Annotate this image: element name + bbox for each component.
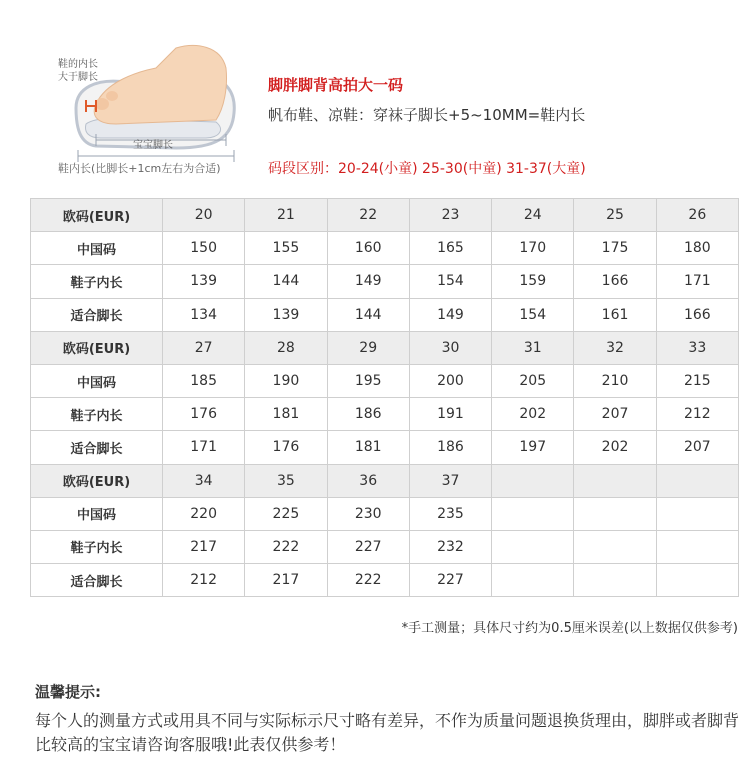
size-cell <box>656 497 738 530</box>
size-cell: 150 <box>163 232 245 265</box>
size-cell: 185 <box>163 364 245 397</box>
size-range-text: 码段区别：20-24(小童) 25-30(中童) 31-37(大童) <box>268 161 586 177</box>
size-cell: 175 <box>574 232 656 265</box>
shoe-inner-length-row <box>31 265 739 298</box>
size-cell: 230 <box>327 497 409 530</box>
size-guide-header <box>0 0 750 200</box>
size-cell <box>492 564 574 597</box>
size-cell: 160 <box>327 232 409 265</box>
size-cell: 215 <box>656 364 738 397</box>
sandal-rule-text: 帆布鞋、凉鞋：穿袜子脚长+5~10MM=鞋内长 <box>268 106 586 124</box>
size-cell <box>492 497 574 530</box>
cn-size-row <box>31 497 739 530</box>
fit-foot-length-row <box>31 431 739 464</box>
row-label: 鞋子内长 <box>31 530 163 563</box>
size-cell: 176 <box>245 431 327 464</box>
size-cell: 28 <box>245 331 327 364</box>
measurement-note: *手工测量；具体尺寸约为0.5厘米误差(以上数据仅供参考) <box>401 621 738 636</box>
tips-body: 每个人的测量方式或用具不同与实际标示尺寸略有差异，不作为质量问题退换货理由，脚胖或者脚背比较高的宝宝请咨询客服哦!此表仅供参考！ <box>35 711 740 754</box>
row-label: 中国码 <box>31 232 163 265</box>
size-cell: 154 <box>409 265 491 298</box>
size-cell: 195 <box>327 364 409 397</box>
size-cell: 227 <box>327 530 409 563</box>
size-cell: 186 <box>327 398 409 431</box>
size-cell: 25 <box>574 199 656 232</box>
size-cell <box>492 464 574 497</box>
row-label: 适合脚长 <box>31 564 163 597</box>
size-cell: 29 <box>327 331 409 364</box>
size-cell: 181 <box>245 398 327 431</box>
size-cell: 227 <box>409 564 491 597</box>
size-cell: 186 <box>409 431 491 464</box>
row-label: 欧码(EUR) <box>31 199 163 232</box>
eur-row <box>31 464 739 497</box>
inner-length-caption: 鞋内长(比脚长+1cm左右为合适) <box>58 162 221 175</box>
size-cell <box>656 530 738 563</box>
row-label: 适合脚长 <box>31 431 163 464</box>
size-cell: 176 <box>163 398 245 431</box>
size-cell: 23 <box>409 199 491 232</box>
size-table <box>30 198 739 597</box>
size-cell: 207 <box>656 431 738 464</box>
size-cell: 212 <box>656 398 738 431</box>
size-cell: 22 <box>327 199 409 232</box>
size-cell: 144 <box>327 298 409 331</box>
size-cell: 171 <box>656 265 738 298</box>
size-cell: 191 <box>409 398 491 431</box>
row-label: 欧码(EUR) <box>31 464 163 497</box>
size-cell: 27 <box>163 331 245 364</box>
size-cell: 200 <box>409 364 491 397</box>
size-cell: 207 <box>574 398 656 431</box>
size-cell: 222 <box>327 564 409 597</box>
inner-length-label: 鞋的内长 大于脚长 <box>58 59 98 83</box>
size-cell: 155 <box>245 232 327 265</box>
size-cell: 235 <box>409 497 491 530</box>
size-cell: 217 <box>245 564 327 597</box>
size-cell: 181 <box>327 431 409 464</box>
row-label: 中国码 <box>31 497 163 530</box>
size-cell: 139 <box>245 298 327 331</box>
row-label: 中国码 <box>31 364 163 397</box>
size-cell: 225 <box>245 497 327 530</box>
size-cell <box>492 530 574 563</box>
size-cell: 205 <box>492 364 574 397</box>
row-label: 鞋子内长 <box>31 265 163 298</box>
size-cell: 35 <box>245 464 327 497</box>
size-cell <box>656 564 738 597</box>
size-cell: 166 <box>574 265 656 298</box>
size-cell: 149 <box>409 298 491 331</box>
size-cell: 202 <box>492 398 574 431</box>
size-cell: 170 <box>492 232 574 265</box>
size-cell: 165 <box>409 232 491 265</box>
size-cell: 212 <box>163 564 245 597</box>
size-cell: 222 <box>245 530 327 563</box>
shoe-inner-length-row <box>31 530 739 563</box>
size-cell: 34 <box>163 464 245 497</box>
size-cell: 180 <box>656 232 738 265</box>
size-cell: 232 <box>409 530 491 563</box>
size-cell: 134 <box>163 298 245 331</box>
size-cell: 32 <box>574 331 656 364</box>
size-cell: 20 <box>163 199 245 232</box>
size-cell <box>656 464 738 497</box>
cn-size-row <box>31 364 739 397</box>
size-cell: 217 <box>163 530 245 563</box>
size-cell: 210 <box>574 364 656 397</box>
size-cell: 37 <box>409 464 491 497</box>
size-cell: 197 <box>492 431 574 464</box>
size-cell: 31 <box>492 331 574 364</box>
row-label: 适合脚长 <box>31 298 163 331</box>
size-cell: 190 <box>245 364 327 397</box>
tips-title: 温馨提示: <box>35 683 101 701</box>
row-label: 鞋子内长 <box>31 398 163 431</box>
size-cell: 21 <box>245 199 327 232</box>
fit-foot-length-row <box>31 298 739 331</box>
size-cell <box>574 530 656 563</box>
size-cell: 24 <box>492 199 574 232</box>
size-cell: 139 <box>163 265 245 298</box>
eur-row <box>31 199 739 232</box>
fit-foot-length-row <box>31 564 739 597</box>
size-cell: 202 <box>574 431 656 464</box>
size-cell: 161 <box>574 298 656 331</box>
eur-row <box>31 331 739 364</box>
size-cell: 26 <box>656 199 738 232</box>
size-cell: 220 <box>163 497 245 530</box>
size-cell <box>574 564 656 597</box>
cn-size-row <box>31 232 739 265</box>
size-cell: 166 <box>656 298 738 331</box>
baby-foot-length-label: 宝宝脚长 <box>133 140 173 151</box>
size-cell: 30 <box>409 331 491 364</box>
size-cell: 36 <box>327 464 409 497</box>
headline: 脚胖脚背高拍大一码 <box>268 76 404 94</box>
size-cell: 33 <box>656 331 738 364</box>
size-cell: 144 <box>245 265 327 298</box>
row-label: 欧码(EUR) <box>31 331 163 364</box>
size-cell <box>574 464 656 497</box>
shoe-inner-length-row <box>31 398 739 431</box>
size-cell <box>574 497 656 530</box>
size-cell: 149 <box>327 265 409 298</box>
size-cell: 154 <box>492 298 574 331</box>
size-cell: 171 <box>163 431 245 464</box>
size-cell: 159 <box>492 265 574 298</box>
